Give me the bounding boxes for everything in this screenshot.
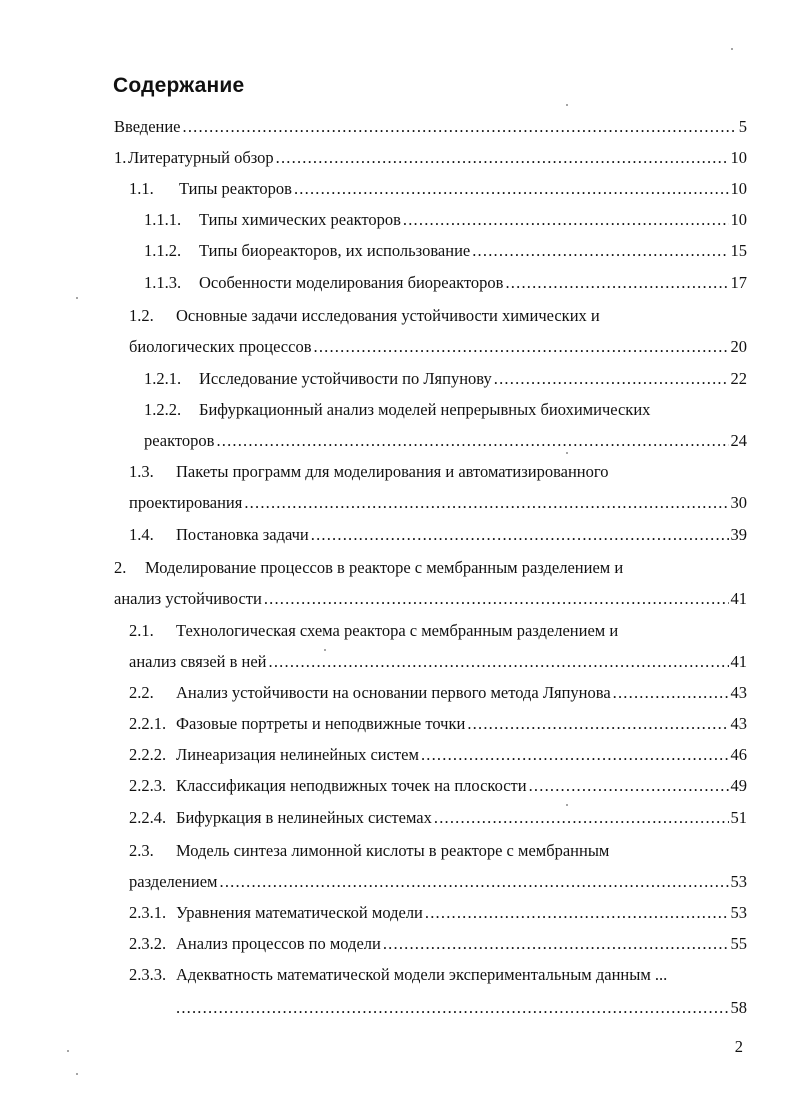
toc-number: 1.1.3. <box>144 273 182 292</box>
toc-leader <box>494 366 729 392</box>
toc-page: 10 <box>730 210 747 229</box>
toc-leader <box>505 270 728 296</box>
toc-entry-1-4 <box>129 522 747 548</box>
toc-page: 49 <box>730 776 747 795</box>
toc-entry-1-1 <box>129 176 747 202</box>
toc-number: 1.4. <box>129 525 154 544</box>
toc-entry-text: Моделирование процессов в реакторе с мембранным разделением и <box>145 558 624 577</box>
toc-number: 1.3. <box>129 462 154 481</box>
toc-entry-text-cont: разделением <box>129 872 218 891</box>
toc-number: 1.1. <box>129 179 154 198</box>
toc-page: 43 <box>730 683 747 702</box>
toc-number: 2.2. <box>129 683 154 702</box>
toc-page: 39 <box>730 525 747 544</box>
toc-leader <box>244 490 728 516</box>
toc-number: 2.3.1. <box>129 903 167 922</box>
toc-number: 1. <box>114 148 127 167</box>
toc-entry-1-1-3 <box>144 270 747 296</box>
toc-entry-2-3-3-cont <box>176 995 747 1021</box>
toc-number: 2.3.3. <box>129 965 167 984</box>
toc-leader <box>176 995 729 1021</box>
toc-entry-1-2-cont <box>129 334 747 360</box>
toc-entry-2-cont <box>114 586 747 612</box>
toc-number: 2.3. <box>129 841 154 860</box>
toc-entry-text: Технологическая схема реактора с мембранным разделением и <box>176 621 619 640</box>
toc-page: 15 <box>730 241 747 260</box>
toc-number: 2. <box>114 558 127 577</box>
toc-number: 2.2.4. <box>129 808 167 827</box>
toc-entry-1-3 <box>129 459 609 485</box>
toc-leader <box>314 334 729 360</box>
toc-number: 2.2.1. <box>129 714 167 733</box>
toc-page: 24 <box>730 431 747 450</box>
scan-speck <box>324 649 326 651</box>
toc-page: 51 <box>730 808 747 827</box>
toc-entry-text: Введение <box>114 117 181 136</box>
toc-entry-text-cont: биологических процессов <box>129 337 312 356</box>
toc-number: 2.3.2. <box>129 934 167 953</box>
toc-entry-text: Особенности моделирования биореакторов <box>199 273 504 292</box>
toc-entry-text: Типы химических реакторов <box>199 210 401 229</box>
toc-page: 41 <box>730 652 747 671</box>
toc-entry-1-3-cont <box>129 490 747 516</box>
toc-entry-2-3-cont <box>129 869 747 895</box>
toc-number: 1.2.2. <box>144 400 182 419</box>
toc-leader <box>183 114 737 140</box>
toc-entry-2-2-1 <box>129 711 747 737</box>
toc-leader <box>425 900 729 926</box>
toc-entry-text: Фазовые портреты и неподвижные точки <box>176 714 466 733</box>
toc-page: 30 <box>730 493 747 512</box>
toc-page: 53 <box>730 903 747 922</box>
toc-entry-text: Бифуркация в нелинейных системах <box>176 808 432 827</box>
toc-entry-1-2-2 <box>144 397 650 423</box>
toc-entry-1-2 <box>129 303 600 329</box>
toc-entry-text: Типы реакторов <box>179 179 292 198</box>
toc-leader <box>216 428 728 454</box>
toc-number: 1.1.2. <box>144 241 182 260</box>
toc-leader <box>264 586 729 612</box>
toc-entry-2-2 <box>129 680 747 706</box>
scan-speck <box>731 48 733 50</box>
toc-leader <box>467 711 728 737</box>
page-number: 2 <box>734 1037 743 1056</box>
toc-entry-text: Исследование устойчивости по Ляпунову <box>199 369 492 388</box>
toc-entry-1-2-2-cont <box>144 428 747 454</box>
toc-entry-text-cont: проектирования <box>129 493 243 512</box>
toc-page: 58 <box>730 998 747 1017</box>
toc-leader <box>311 522 729 548</box>
toc-entry-text-cont: анализ устойчивости <box>114 589 262 608</box>
toc-page: 17 <box>730 273 747 292</box>
toc-entry-text: Типы биореакторов, их использование <box>199 241 471 260</box>
toc-leader <box>269 649 729 675</box>
toc-entry-text: Пакеты программ для моделирования и автоматизированного <box>176 462 609 481</box>
toc-page: 20 <box>730 337 747 356</box>
toc-page: 43 <box>730 714 747 733</box>
toc-entry-text: Анализ процессов по модели <box>176 934 381 953</box>
toc-leader <box>403 207 729 233</box>
scan-speck <box>76 297 78 299</box>
toc-entry-text: Основные задачи исследования устойчивости химических и <box>176 306 600 325</box>
toc-leader <box>383 931 729 957</box>
toc-entry-text-cont: реакторов <box>144 431 215 450</box>
page-title: Содержание <box>113 74 245 97</box>
toc-page: 46 <box>730 745 747 764</box>
toc-leader <box>529 773 729 799</box>
toc-page: 53 <box>730 872 747 891</box>
toc-entry-2-3-3 <box>129 962 667 988</box>
toc-entry-intro <box>114 114 747 140</box>
scan-speck <box>566 104 568 106</box>
toc-entry-2-3-2 <box>129 931 747 957</box>
toc-entry-2-1 <box>129 618 618 644</box>
toc-leader <box>220 869 729 895</box>
scan-speck <box>566 452 568 454</box>
toc-number: 1.2. <box>129 306 154 325</box>
toc-leader <box>294 176 729 202</box>
toc-entry-2-2-2 <box>129 742 747 768</box>
toc-number: 2.2.2. <box>129 745 167 764</box>
toc-entry-2 <box>114 555 623 581</box>
toc-entry-2-2-4 <box>129 805 747 831</box>
toc-entry-2-1-cont <box>129 649 747 675</box>
toc-number: 2.1. <box>129 621 154 640</box>
toc-leader <box>613 680 729 706</box>
toc-entry-1-2-1 <box>144 366 747 392</box>
toc-entry-text: Анализ устойчивости на основании первого метода Ляпунова <box>176 683 611 702</box>
toc-entry-1 <box>114 145 747 171</box>
toc-page: 10 <box>730 148 747 167</box>
toc-entry-text: Бифуркационный анализ моделей непрерывных биохимических <box>199 400 651 419</box>
toc-leader <box>276 145 729 171</box>
toc-entry-2-2-3 <box>129 773 747 799</box>
toc-entry-text: Уравнения математической модели <box>176 903 423 922</box>
toc-entry-text: Постановка задачи <box>176 525 309 544</box>
toc-page: 55 <box>730 934 747 953</box>
toc-entry-text: Классификация неподвижных точек на плоскости <box>176 776 527 795</box>
toc-entry-text: Адекватность математической модели экспериментальным данным ... <box>176 965 668 984</box>
toc-page: 22 <box>730 369 747 388</box>
scan-speck <box>76 1073 78 1075</box>
toc-page: 41 <box>730 589 747 608</box>
toc-entry-text: Литературный обзор <box>128 148 274 167</box>
toc-leader <box>434 805 729 831</box>
scan-speck <box>566 804 568 806</box>
toc-leader <box>421 742 729 768</box>
toc-page: 5 <box>738 117 747 136</box>
toc-entry-1-1-2 <box>144 238 747 264</box>
toc-entry-text: Модель синтеза лимонной кислоты в реакторе с мембранным <box>176 841 610 860</box>
toc-page: 10 <box>730 179 747 198</box>
toc-entry-text: Линеаризация нелинейных систем <box>176 745 419 764</box>
scan-speck <box>67 1050 69 1052</box>
toc-leader <box>472 238 728 264</box>
toc-entry-1-1-1 <box>144 207 747 233</box>
toc-entry-2-3-1 <box>129 900 747 926</box>
toc-number: 1.2.1. <box>144 369 182 388</box>
toc-number: 2.2.3. <box>129 776 167 795</box>
toc-entry-2-3 <box>129 838 609 864</box>
toc-number: 1.1.1. <box>144 210 182 229</box>
toc-entry-text-cont: анализ связей в ней <box>129 652 267 671</box>
